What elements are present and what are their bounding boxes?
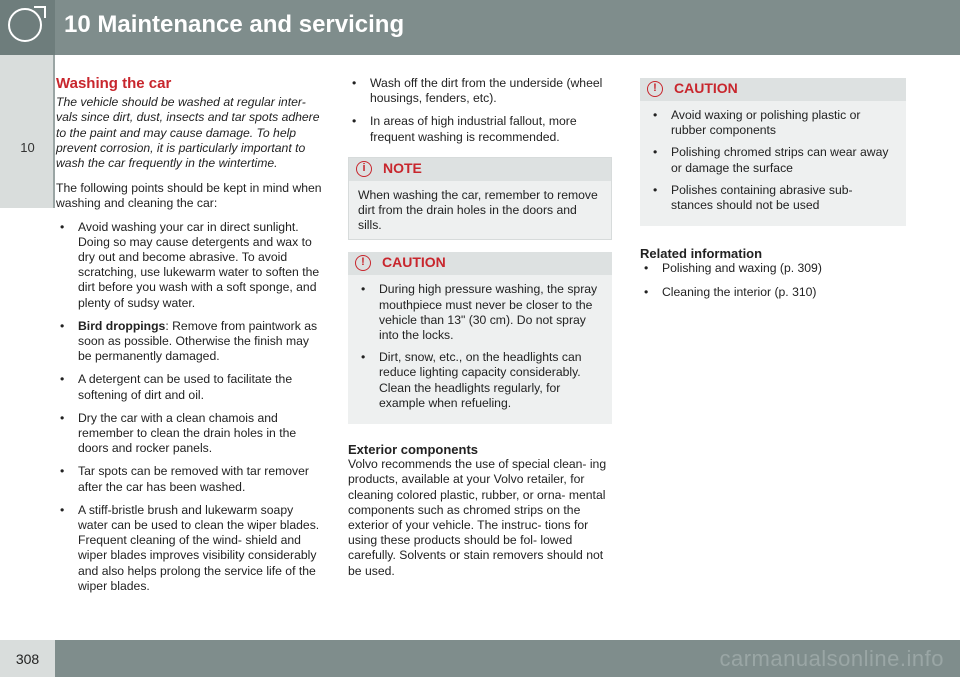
page-footer: [0, 640, 960, 677]
washing-list: [56, 220, 322, 594]
caution-item: • Polishes containing abrasive sub- stances should not be used: [649, 183, 896, 213]
related-link[interactable]: • Cleaning the interior (p. 310): [640, 285, 906, 300]
caution-box: [640, 78, 906, 226]
list-item: • Bird droppings: Remove from paintwork as soon as possible. Otherwise the finish may be permanently damaged.: [56, 319, 322, 365]
note-label: NOTE: [383, 159, 422, 176]
caution-box: [348, 252, 612, 424]
chapter-tab-label: 10: [20, 140, 35, 155]
caution-item: • Avoid waxing or polishing plastic or rubber components: [649, 108, 896, 138]
caution-item: • Polishing chromed strips can wear away or damage the surface: [649, 145, 896, 175]
logo-arrow-icon: [34, 6, 46, 18]
intro-text: The vehicle should be washed at regular inter- vals since dirt, dust, insects and tar spots adhere to the paint and may cause damage. To help prevent corrosion, it is particularly important to wash the car frequently in the wintertime.: [56, 95, 320, 171]
related-link[interactable]: • Polishing and waxing (p. 309): [640, 261, 906, 276]
caution-label: CAUTION: [382, 254, 446, 271]
list-item: • A stiff-bristle brush and lukewarm soapy water can be used to clean the wiper blades. Frequent cleaning of the wind- shield and wiper blades improves visibility considerably and also helps prolong the service life of the wiper blades.: [56, 503, 322, 594]
list-item: • Wash off the dirt from the underside (wheel housings, fenders, etc).: [348, 76, 612, 106]
related-list: [640, 261, 906, 299]
column-2: [348, 76, 612, 587]
subsection-title: Exterior components: [348, 442, 479, 458]
exterior-text: Volvo recommends the use of special clean- ing products, available at your Volvo retailer, for cleaning colored plastic, rubber, or orna- mental components such as chromed strips on the exterior of your vehicle. The instruc- tions for using these products should be fol- lowed carefully. Solvents or stain removers should not be used.: [348, 457, 607, 578]
list-item: • A detergent can be used to facilitate the softening of dirt and oil.: [56, 372, 322, 402]
caution-header: [348, 252, 612, 275]
lead-text: The following points should be kept in mind when washing and cleaning the car:: [56, 181, 322, 211]
warning-icon: !: [355, 255, 371, 271]
related-title: Related information: [640, 246, 763, 262]
note-text: When washing the car, remember to remove dirt from the drain holes in the doors and sills.: [358, 187, 598, 233]
caution-body: [348, 275, 612, 424]
watermark: carmanualsonline.info: [719, 646, 944, 671]
caution-label: CAUTION: [674, 80, 738, 96]
chapter-title: 10 Maintenance and servicing: [64, 11, 405, 38]
note-header: [349, 158, 611, 181]
list-item: • Dry the car with a clean chamois and remember to clean the drain holes in the doors and rocker panels.: [56, 411, 322, 457]
caution-item: • Dirt, snow, etc., on the headlights can reduce lighting capacity considerably. Clean the headlights regularly, for example when refueling.: [357, 350, 602, 411]
list-item: • In areas of high industrial fallout, more frequent washing is recommended.: [348, 114, 612, 144]
chapter-tab[interactable]: [0, 55, 55, 208]
column-3: [640, 76, 906, 308]
page-header: [0, 0, 960, 55]
logo-box: [0, 0, 55, 55]
note-box: [348, 157, 612, 241]
column-1: [56, 76, 322, 602]
list-item: • Avoid washing your car in direct sunlight. Doing so may cause detergents and wax to dry out and become abrasive. To avoid scratching, use lukewarm water to soften the dirt before you wash with a soft sponge, and plenty of sudsy water.: [56, 220, 322, 311]
page-number-box: [0, 640, 55, 677]
list-item: • Tar spots can be removed with tar remover after the car has been washed.: [56, 464, 322, 494]
caution-item: • During high pressure washing, the spray mouthpiece must never be closer to the vehicle than 13" (30 cm). Do not spray into the locks.: [357, 282, 602, 343]
caution-body: [640, 101, 906, 226]
section-title: Washing the car: [56, 75, 172, 92]
washing-list-continued: [348, 76, 612, 145]
caution-header: [640, 78, 906, 101]
page-number: 308: [15, 651, 40, 667]
info-icon: i: [356, 161, 372, 177]
warning-icon: !: [647, 81, 663, 97]
